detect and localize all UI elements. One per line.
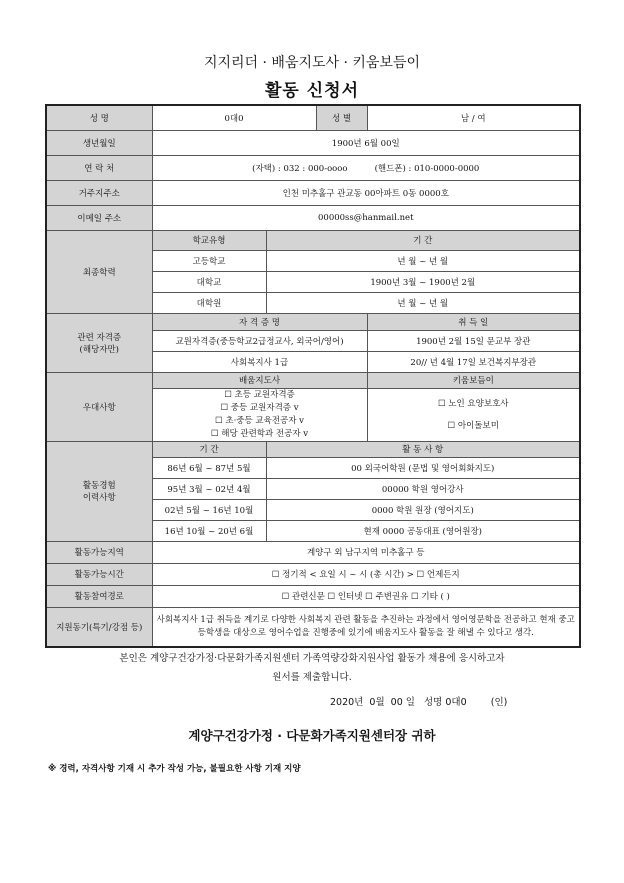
certs-label-sub: (해당자만): [79, 344, 119, 355]
education-period-header: 기 간: [266, 230, 580, 250]
preference-care-header: 키움보듬이: [367, 372, 580, 388]
preference-option: ☐ 중등 교원자격증 v: [220, 402, 299, 413]
time-label: 활동가능시간: [46, 563, 152, 585]
education-type-header: 학교유형: [152, 230, 266, 250]
route-value: ☐ 관련신문 ☐ 인터넷 ☐ 주변권유 ☐ 기타 ( ): [152, 585, 580, 607]
name-label: 성 명: [46, 105, 152, 130]
experience-period: 02년 5월 ~ 16년 10월: [152, 499, 266, 520]
mobile-phone: (핸드폰) : 010-0000-0000: [374, 163, 480, 174]
cert-name: 사회복지사 1급: [152, 351, 367, 372]
preference-care-options: [367, 388, 580, 441]
birth-value: 1900년 6월 00일: [152, 130, 580, 155]
motive-label: 지원동기(특기/강점 등): [46, 607, 152, 647]
application-form-table: [45, 104, 581, 648]
region-label: 활동가능지역: [46, 541, 152, 563]
applicant-statement: [60, 649, 564, 687]
education-type: 고등학교: [152, 250, 266, 271]
form-subtitle: 지지리더 · 배움지도사 · 키움보듬이: [203, 55, 421, 71]
name-value: 0대0: [152, 105, 316, 130]
experience-content: 00 외국어학원 (문법 및 영어회화지도): [266, 457, 580, 478]
address-label: 거주지주소: [46, 180, 152, 205]
education-period: 1900년 3월 ~ 1900년 2월: [266, 271, 580, 292]
birth-label: 생년월일: [46, 130, 152, 155]
experience-label: [46, 441, 152, 541]
education-type: 대학교: [152, 271, 266, 292]
experience-period-header: 기 간: [152, 441, 266, 457]
region-value: 계양구 외 남구지역 미추홀구 등: [152, 541, 580, 563]
footnote: ※ 경력, 자격사항 기재 시 추가 작성 가능, 불필요한 사항 기재 지양: [48, 764, 301, 774]
contact-label: 연 락 처: [46, 155, 152, 180]
contact-value: [152, 155, 580, 180]
home-phone: (자택) : 032 : 000-oooo: [252, 163, 348, 174]
experience-period: 86년 6월 ~ 87년 5월: [152, 457, 266, 478]
experience-content-header: 활 동 사 항: [266, 441, 580, 457]
education-period: 년 월 ~ 년 월: [266, 250, 580, 271]
certs-label-main: 관련 자격증: [77, 332, 122, 343]
route-label: 활동참여경로: [46, 585, 152, 607]
signature-date-line: 2020년 0월 00 일 성명 0대0 (인): [330, 697, 508, 708]
education-type: 대학원: [152, 292, 266, 313]
gender-label: 성 별: [316, 105, 367, 130]
certs-label: [46, 313, 152, 372]
gender-value: 남 / 여: [367, 105, 580, 130]
preference-option: ☐ 노인 요양보호사: [437, 398, 509, 409]
preference-teacher-options: [152, 388, 367, 441]
experience-label-main: 활동경험: [82, 481, 116, 491]
preference-option: ☐ 아이돌보미: [447, 420, 499, 431]
addressee: 계양구건강가정 · 다문화가족지원센터장 귀하: [188, 728, 436, 743]
preference-teacher-header: 배움지도사: [152, 372, 367, 388]
education-label: 최종학력: [46, 230, 152, 313]
address-value: 인천 미추홀구 관교동 00아파트 0동 0000호: [152, 180, 580, 205]
experience-content: 현재 0000 공동대표 (영어원장): [266, 520, 580, 541]
education-period: 년 월 ~ 년 월: [266, 292, 580, 313]
preference-option: ☐ 초등 교원자격증: [224, 389, 295, 400]
preference-option: ☐ 초·중등 교육전공자 v: [215, 415, 304, 426]
cert-date: 20// 년 4월 17일 보건복지부장관: [367, 351, 580, 372]
cert-name: 교원자격증(중등학교2급정교사, 외국어/영어): [152, 330, 367, 351]
experience-content: 0000 학원 원장 (영어지도): [266, 499, 580, 520]
certs-date-header: 취 득 일: [367, 313, 580, 330]
form-title: 활동 신청서: [264, 81, 360, 101]
statement-line: 원서를 제출합니다.: [272, 672, 352, 683]
experience-label-sub: 이력사항: [82, 493, 116, 503]
statement-line: 본인은 계양구건강가정·다문화가족지원센터 가족역량강화지원사업 활동가 채용에 응시하고자: [119, 653, 505, 664]
email-label: 이메일 주소: [46, 205, 152, 230]
time-value: ☐ 정기적 < 요일 시 ~ 시 (총 시간) > ☐ 언제든지: [152, 563, 580, 585]
experience-period: 16년 10월 ~ 20년 6월: [152, 520, 266, 541]
experience-content: 00000 학원 영어강사: [266, 478, 580, 499]
motive-value: 사회복지사 1급 취득을 계기로 다양한 사회복지 관련 활동을 추진하는 과정에서 영어영문학을 전공하고 현재 중고등학생을 대상으로 영어수업을 진행중에 있기에 배움지도사 활동을 잘 해낼 수 있다고 생각.: [152, 607, 580, 647]
preference-option: ☐ 해당 관련학과 전공자 v: [210, 428, 309, 439]
certs-name-header: 자 격 증 명: [152, 313, 367, 330]
email-value: 00000ss@hanmail.net: [152, 205, 580, 230]
experience-period: 95년 3월 ~ 02년 4월: [152, 478, 266, 499]
cert-date: 1900년 2월 15일 문교부 장관: [367, 330, 580, 351]
preference-label: 우대사항: [46, 372, 152, 441]
